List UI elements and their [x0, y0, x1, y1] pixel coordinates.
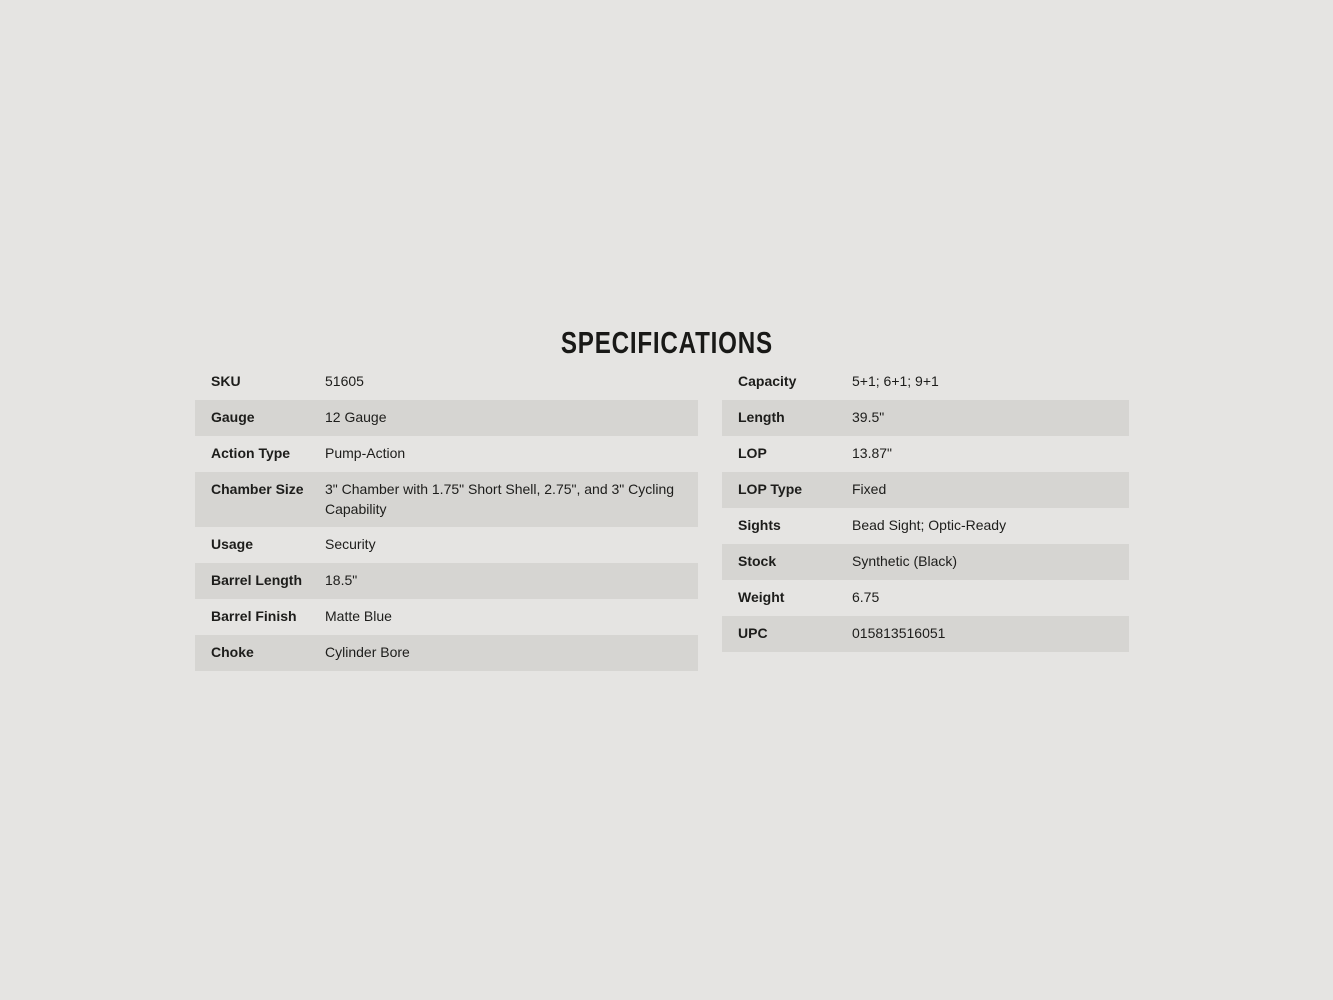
specifications-heading-text: SPECIFICATIONS — [560, 324, 773, 360]
spec-value: 39.5" — [852, 409, 885, 425]
spec-label: Stock — [738, 553, 777, 569]
spec-value: Bead Sight; Optic-Ready — [852, 517, 1007, 533]
spec-label: Barrel Length — [211, 572, 303, 588]
spec-table-left — [195, 364, 698, 671]
spec-label: LOP Type — [738, 481, 803, 497]
spec-label: Choke — [211, 644, 254, 660]
spec-label: SKU — [211, 373, 241, 389]
spec-row-upc — [722, 616, 1129, 652]
spec-value: Security — [325, 536, 376, 552]
spec-row-action-type — [195, 436, 698, 472]
specifications-heading — [0, 325, 1333, 361]
spec-row-barrel-length — [195, 563, 698, 599]
spec-row-stock — [722, 544, 1129, 580]
spec-value: 13.87" — [852, 445, 893, 461]
spec-row-sights — [722, 508, 1129, 544]
spec-label: LOP — [738, 445, 767, 461]
spec-label: Length — [738, 409, 785, 425]
spec-value: 015813516051 — [852, 625, 946, 641]
spec-label: Sights — [738, 517, 781, 533]
spec-row-lop — [722, 436, 1129, 472]
spec-label: Weight — [738, 589, 785, 605]
spec-value: 5+1; 6+1; 9+1 — [852, 373, 939, 389]
spec-row-chamber-size — [195, 472, 698, 527]
spec-row-weight — [722, 580, 1129, 616]
spec-value: 12 Gauge — [325, 409, 387, 425]
spec-row-choke — [195, 635, 698, 671]
spec-row-capacity — [722, 364, 1129, 400]
spec-row-sku — [195, 364, 698, 400]
spec-value: 6.75 — [852, 589, 880, 605]
spec-label: UPC — [738, 625, 768, 641]
spec-row-barrel-finish — [195, 599, 698, 635]
spec-value: 18.5" — [325, 572, 358, 588]
spec-row-usage — [195, 527, 698, 563]
spec-label: Capacity — [738, 373, 797, 389]
spec-label: Usage — [211, 536, 254, 552]
spec-value: Matte Blue — [325, 608, 392, 624]
spec-label: Action Type — [211, 445, 291, 461]
spec-value: Fixed — [852, 481, 887, 497]
spec-value: Pump-Action — [325, 445, 406, 461]
spec-label: Chamber Size — [211, 481, 304, 497]
spec-tables-wrapper — [195, 364, 1129, 671]
spec-label: Barrel Finish — [211, 608, 297, 624]
spec-table-right — [722, 364, 1129, 652]
spec-label: Gauge — [211, 409, 255, 425]
spec-value: Cylinder Bore — [325, 644, 410, 660]
spec-value: Synthetic (Black) — [852, 553, 958, 569]
spec-row-gauge — [195, 400, 698, 436]
spec-row-length — [722, 400, 1129, 436]
spec-value: 51605 — [325, 373, 364, 389]
spec-value: 3" Chamber with 1.75" Short Shell, 2.75", and 3" Cycling Capability — [325, 481, 675, 517]
spec-row-lop-type — [722, 472, 1129, 508]
